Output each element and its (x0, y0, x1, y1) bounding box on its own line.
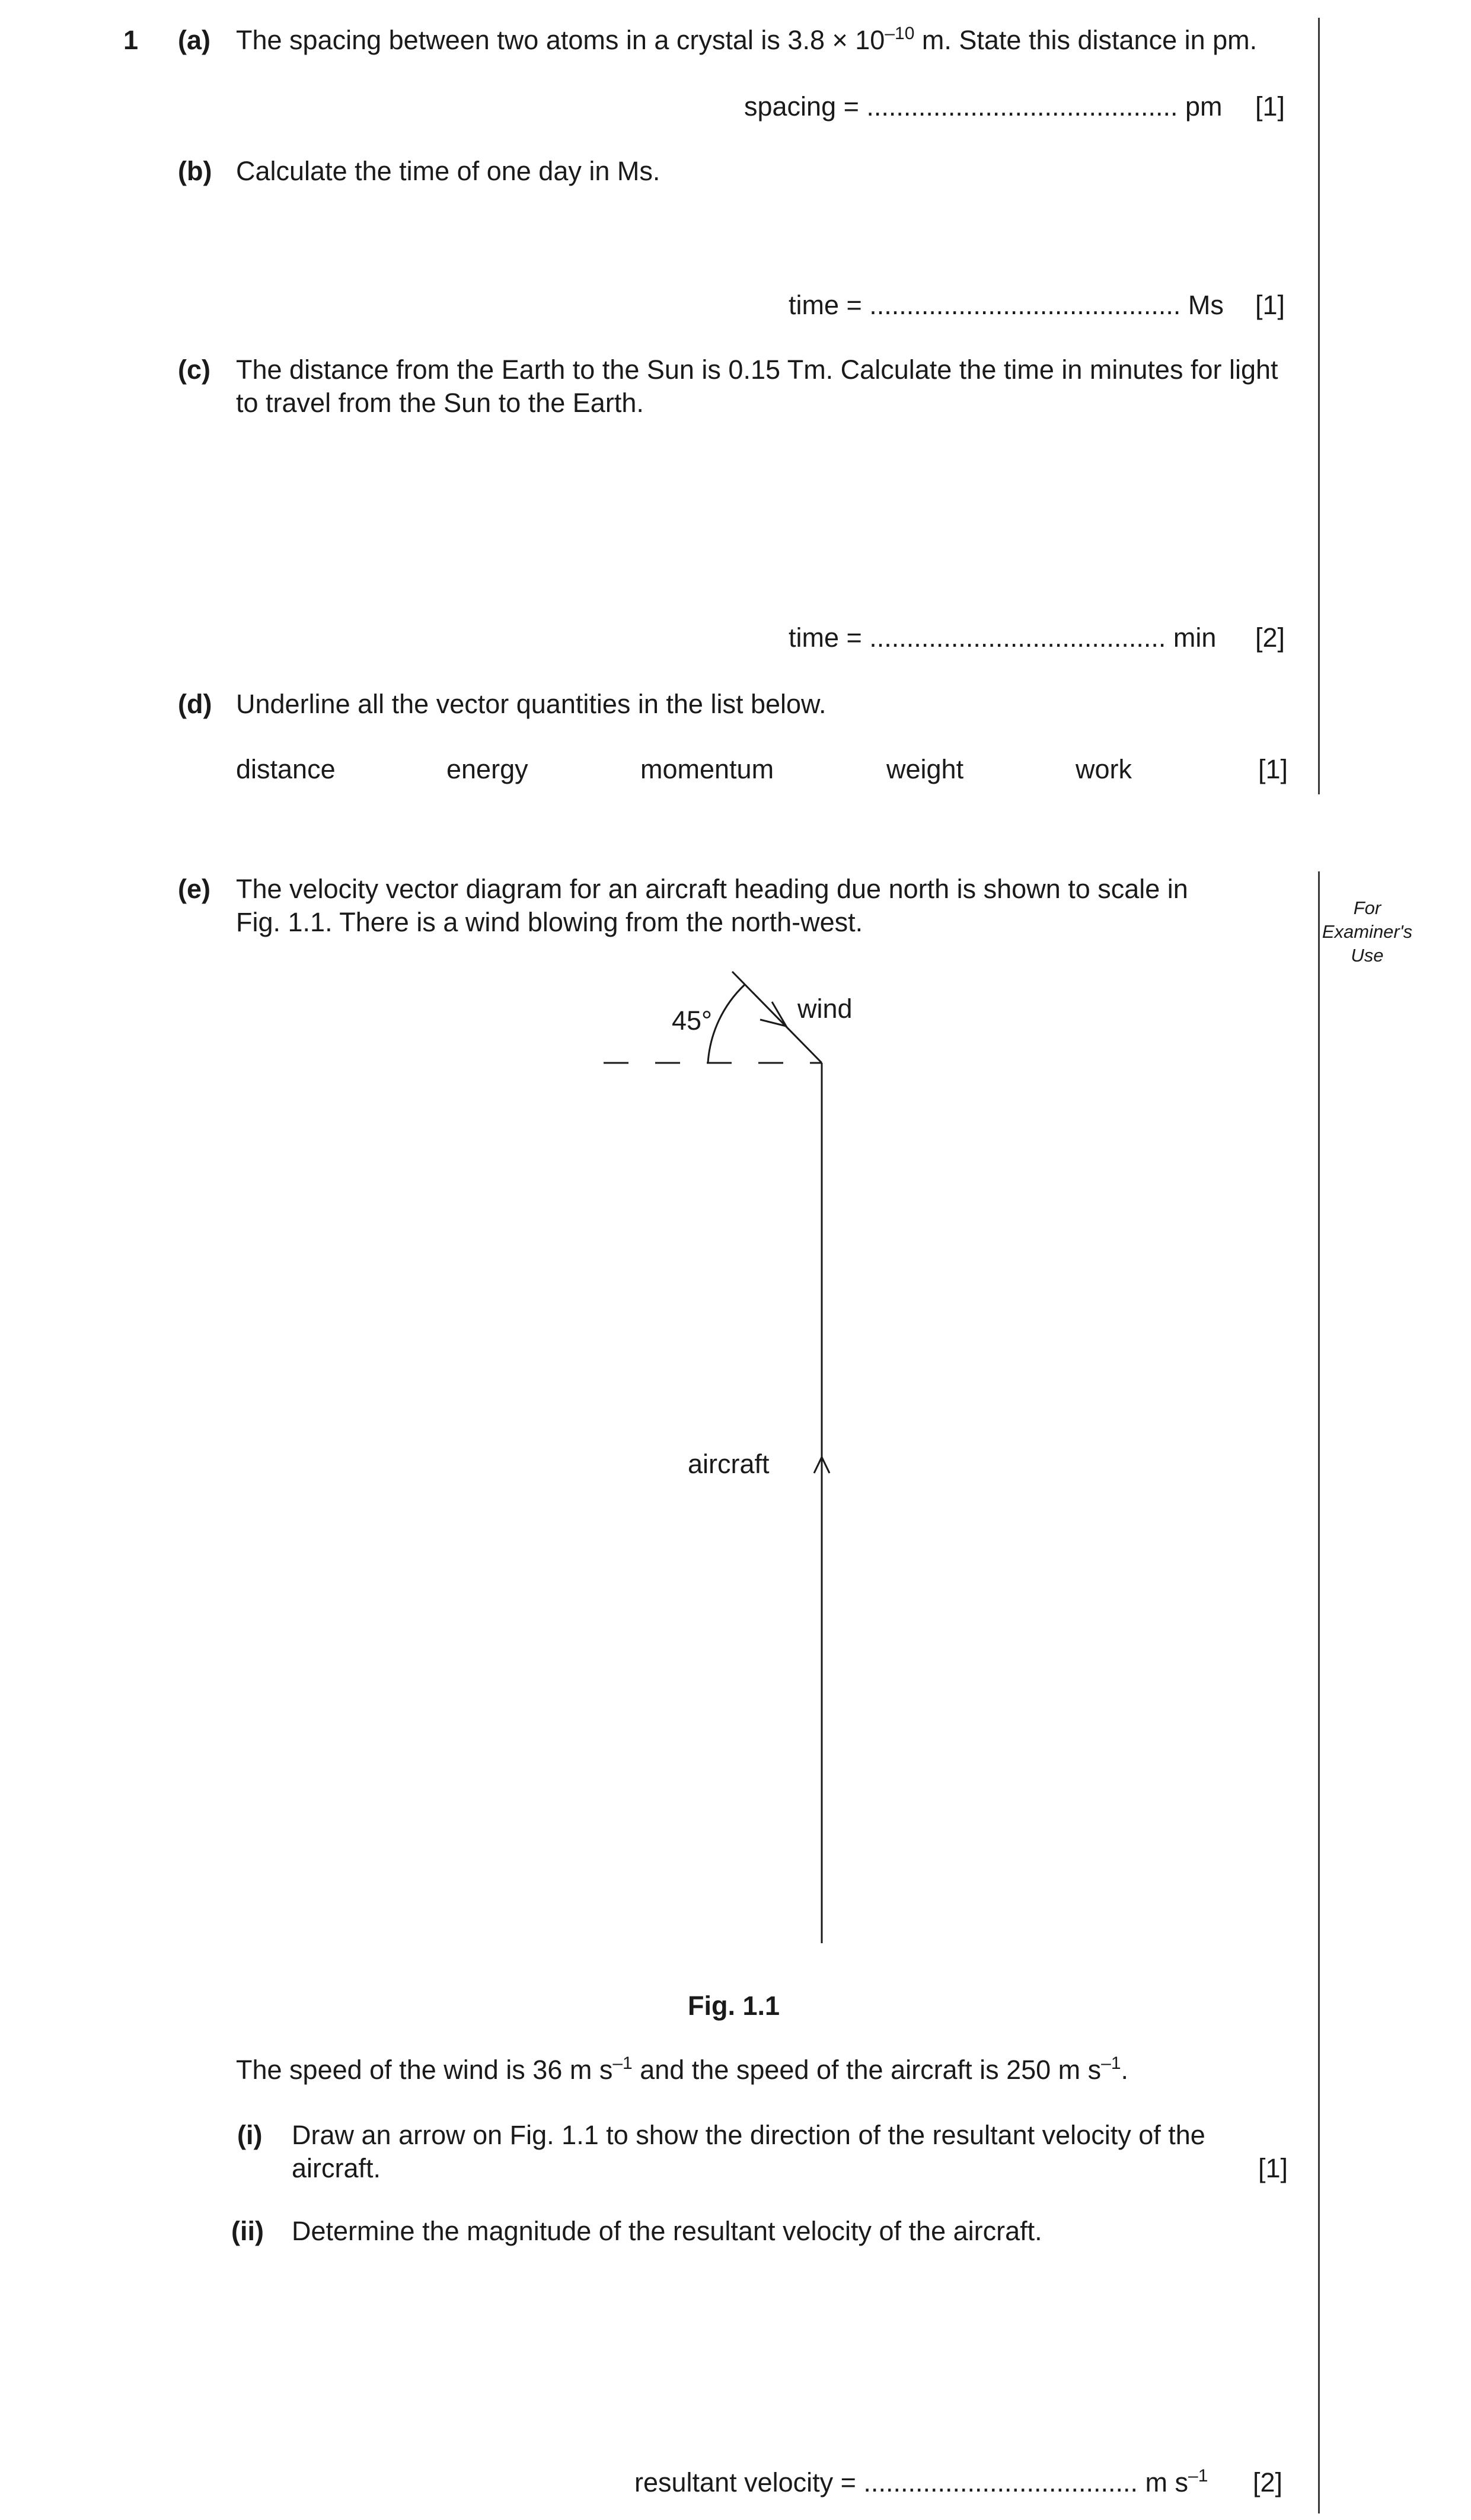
aircraft-label: aircraft (688, 1449, 770, 1479)
part-b-text: Calculate the time of one day in Ms. (236, 156, 660, 186)
part-e-label: (e) (178, 874, 210, 904)
part-e-ii-label: (ii) (231, 2216, 264, 2246)
part-e-ii-answer-line: resultant velocity = ..................................... m $s^{-1}$ (634, 2466, 1208, 2497)
angle-arc (708, 985, 745, 1063)
part-e-i-marks: [1] (1258, 2153, 1288, 2183)
wind-label: wind (797, 994, 853, 1024)
part-a-answer-line: spacing = .......................................... pm (744, 91, 1223, 122)
part-e-i-text-line2: aircraft. (292, 2153, 381, 2183)
word-work: work (1076, 754, 1132, 784)
part-e-i-label: (i) (237, 2120, 263, 2150)
part-a-label: (a) (178, 25, 210, 55)
word-distance: distance (236, 754, 336, 784)
part-b-label: (b) (178, 156, 212, 186)
figure-caption: Fig. 1.1 (688, 1991, 780, 2021)
part-e-i-text-line1: Draw an arrow on Fig. 1.1 to show the direction of the resultant velocity of the (292, 2120, 1205, 2150)
word-momentum: momentum (640, 754, 774, 784)
part-e-ii-text: Determine the magnitude of the resultant velocity of the aircraft. (292, 2216, 1042, 2246)
examiner-use-label: For Examiner's Use (1322, 898, 1413, 966)
part-a-marks: [1] (1255, 91, 1285, 122)
part-b-marks: [1] (1255, 290, 1285, 320)
part-c-text-line1: The distance from the Earth to the Sun is 0.15 Tm. Calculate the time in minutes for light (236, 354, 1278, 385)
angle-label: 45° (672, 1005, 713, 1036)
part-c-text-line2: to travel from the Sun to the Earth. (236, 388, 644, 418)
word-energy: energy (446, 754, 528, 784)
part-c-marks: [2] (1255, 622, 1285, 653)
part-d-marks: [1] (1258, 754, 1288, 784)
word-weight: weight (886, 754, 964, 784)
part-c-label: (c) (178, 354, 210, 385)
part-e-ii-marks: [2] (1253, 2467, 1283, 2497)
part-e-speeds-text: The speed of the wind is 36 m $s^{-1}$ and the speed of the aircraft is 250 m $s^{-1}$. (236, 2053, 1129, 2085)
part-e-text-line1: The velocity vector diagram for an aircraft heading due north is shown to scale in (236, 874, 1188, 904)
part-e-text-line2: Fig. 1.1. There is a wind blowing from the north-west. (236, 907, 863, 937)
question-number: 1 (123, 25, 139, 55)
part-a-text: The spacing between two atoms in a crystal is $3.8 \times 10^{-10}$ m. State this distance in pm. (236, 24, 1258, 55)
part-b-answer-line: time = .......................................... Ms (789, 290, 1224, 320)
part-d-text: Underline all the vector quantities in the list below. (236, 689, 827, 719)
part-d-label: (d) (178, 689, 212, 719)
part-c-answer-line: time = ........................................ min (789, 622, 1217, 653)
